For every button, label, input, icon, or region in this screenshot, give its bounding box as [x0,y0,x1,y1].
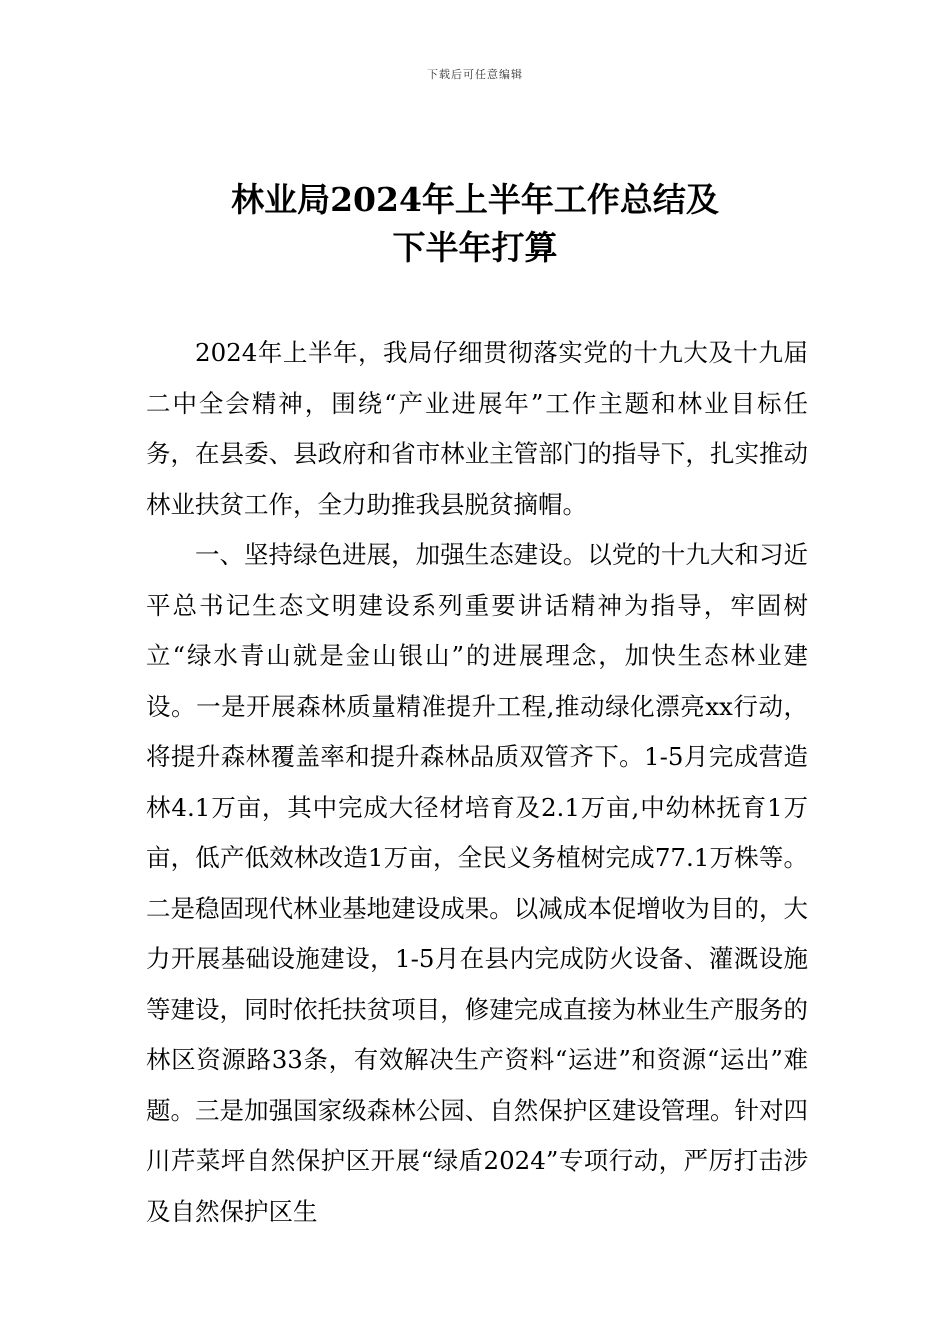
document-body [146,328,808,1237]
title-line-1: 林业局2024年上半年工作总结及 [231,180,719,219]
title-line-2: 下半年打算 [392,228,558,267]
header-note: 下载后可任意编辑 [427,68,523,81]
paragraph-intro: 2024年上半年，我局仔细贯彻落实党的十九大及十九届二中全会精神，围绕“产业进展年”工作主题和林业目标任务，在县委、县政府和省市林业主管部门的指导下，扎实推动林业扶贫工作，全力助推我县脱贫摘帽。 [146,338,808,519]
document-title [100,176,850,272]
paragraph-section-1: 一、坚持绿色进展，加强生态建设。以党的十九大和习近平总书记生态文明建设系列重要讲话精神为指导，牢固树立“绿水青山就是金山银山”的进展理念，加快生态林业建设。一是开展森林质量精准提升工程,推动绿化漂亮xx行动，将提升森林覆盖率和提升森林品质双管齐下。1-5月完成营造林4.1万亩，其中完成大径材培育及2.1万亩,中幼林抚育1万亩，低产低效林改造1万亩，全民义务植树完成77.1万株等。二是稳固现代林业基地建设成果。以减成本促增收为目的，大力开展基础设施建设，1-5月在县内完成防火设备、灌溉设施等建设，同时依托扶贫项目，修建完成直接为林业生产服务的林区资源路33条，有效解决生产资料“运进”和资源“运出”难题。三是加强国家级森林公园、自然保护区建设管理。针对四川芹菜坪自然保护区开展“绿盾2024”专项行动，严厉打击涉及自然保护区生 [146,540,808,1226]
